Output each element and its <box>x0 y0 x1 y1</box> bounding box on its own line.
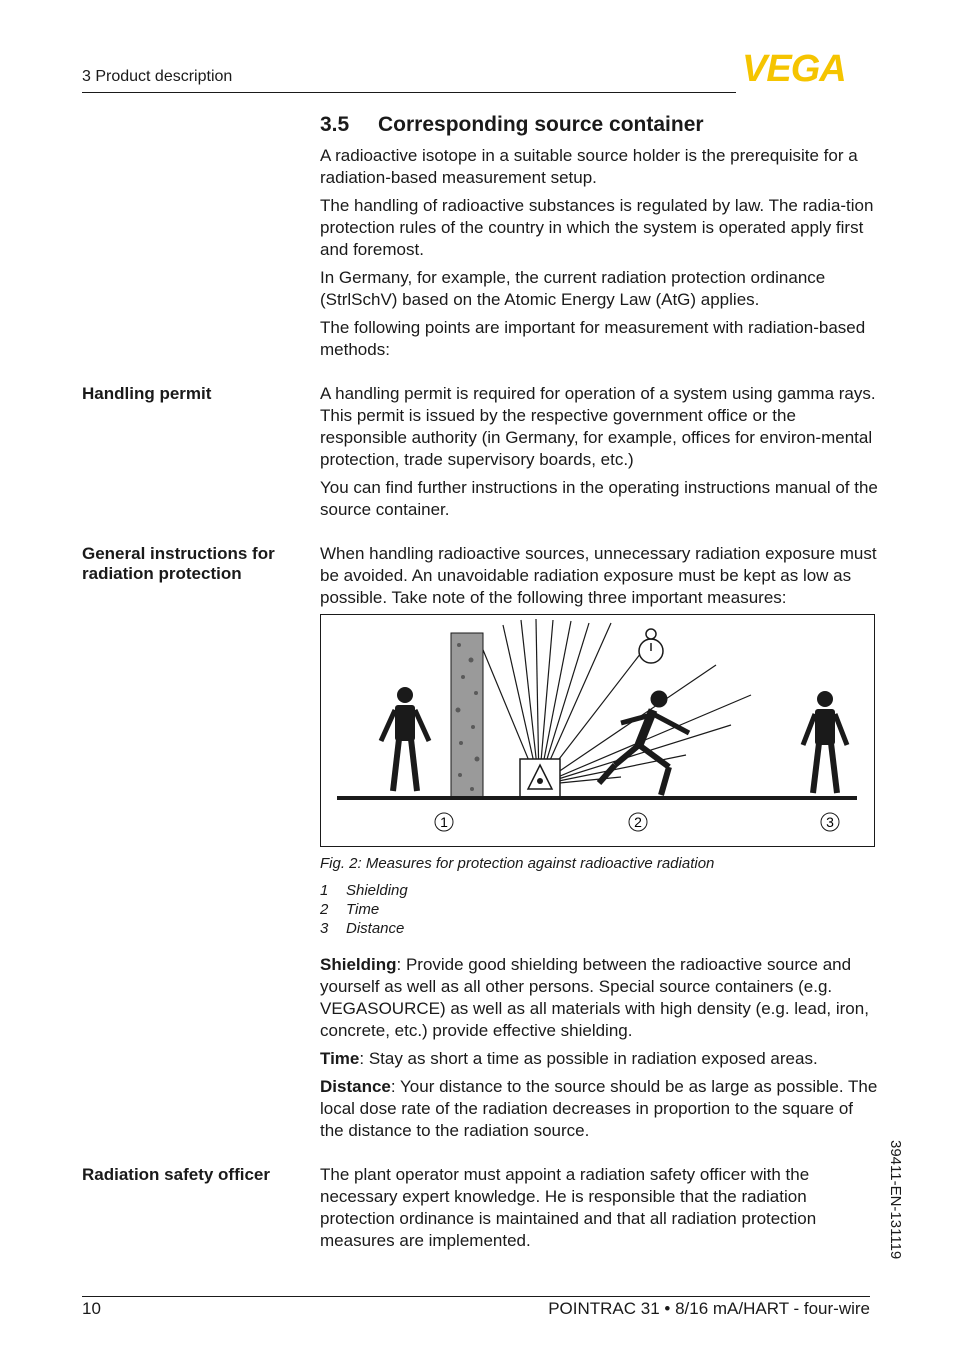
paragraph: A handling permit is required for operation of a system using gamma rays. This permit is issued by the respective government office or the responsible authority (in Germany, for example, offices for environ-mental protection, trade supervisory boards, etc.) <box>320 384 876 469</box>
measures-text <box>320 954 880 1148</box>
footer-divider <box>82 1296 870 1297</box>
footer-product: POINTRAC 31 • 8/16 mA/HART - four-wire <box>548 1299 870 1318</box>
document-id: 39411-EN-131119 <box>887 1140 904 1260</box>
section-heading <box>320 113 704 137</box>
marker-label: 1 <box>440 814 448 830</box>
measure-text: : Stay as short a time as possible in radiation exposed areas. <box>359 1049 818 1068</box>
person-running-icon <box>599 691 689 795</box>
measure-term: Shielding <box>320 955 397 974</box>
measure-distance <box>320 1076 880 1142</box>
intro-text <box>320 145 880 367</box>
measure-time <box>320 1048 880 1070</box>
ground-line <box>337 796 857 800</box>
paragraph: The plant operator must appoint a radiation safety officer with the necessary expert knowledge. He is responsible that the radiation protection ordinance is maintained and that all radiation protection measures are implemented. <box>320 1165 817 1250</box>
side-heading-safety-officer: Radiation safety officer <box>82 1165 270 1184</box>
paragraph: You can find further instructions in the operating instructions manual of the source container. <box>320 478 878 519</box>
measure-term: Time <box>320 1049 360 1068</box>
general-instructions-text <box>320 543 880 615</box>
person-distance-icon <box>803 691 847 793</box>
paragraph: When handling radioactive sources, unnecessary radiation exposure must be avoided. An unavoidable radiation exposure must be kept as low as possible. Take note of the following three important measures: <box>320 544 877 607</box>
legend-number: 1 <box>320 882 329 899</box>
paragraph: The following points are important for measurement with radiation-based methods: <box>320 318 866 359</box>
person-shielding-icon <box>381 687 429 791</box>
figure-illustration <box>321 615 874 846</box>
paragraph: A radioactive isotope in a suitable source holder is the prerequisite for a radiation-based measurement setup. <box>320 146 858 187</box>
legend-text: Shielding <box>346 882 408 899</box>
section-title: Corresponding source container <box>378 113 704 136</box>
header-section-label: 3 Product description <box>82 68 233 85</box>
paragraph: In Germany, for example, the current radiation protection ordinance (StrlSchV) based on the Atomic Energy Law (AtG) applies. <box>320 268 826 309</box>
legend-number: 2 <box>320 901 329 918</box>
legend-item <box>320 900 408 919</box>
shielding-wall <box>451 633 483 799</box>
legend-item <box>320 919 408 938</box>
side-heading-general-instructions: General instructions for radiation protection <box>82 544 275 583</box>
marker-label: 2 <box>634 814 642 830</box>
marker-label: 3 <box>826 814 834 830</box>
measure-text: : Provide good shielding between the radioactive source and yourself as well as all other persons. Special source containers (e.g. VEGASOURCE) as well as all materials with high density (e.g. lead, iron, concrete, etc.) provide effective shielding. <box>320 955 869 1040</box>
figure-marker-2 <box>629 813 647 831</box>
measure-shielding <box>320 954 880 1042</box>
safety-officer-text <box>320 1164 880 1258</box>
legend-text: Time <box>346 901 380 918</box>
legend-text: Distance <box>346 920 405 937</box>
section-number: 3.5 <box>320 113 350 136</box>
figure-marker-3 <box>821 813 839 831</box>
page-number: 10 <box>82 1299 101 1318</box>
vega-logo-text: VEGA <box>742 52 846 84</box>
figure-legend <box>320 881 408 938</box>
vega-logo <box>742 52 872 89</box>
header-divider <box>82 92 736 93</box>
legend-item <box>320 881 408 900</box>
side-heading-handling-permit: Handling permit <box>82 384 212 403</box>
measure-term: Distance <box>320 1077 391 1096</box>
legend-number: 3 <box>320 920 329 937</box>
trefoil-center <box>537 778 543 784</box>
paragraph: The handling of radioactive substances is regulated by law. The radia-tion protection rules of the country in which the system is operated apply first and foremost. <box>320 196 874 259</box>
radiation-protection-figure <box>320 614 875 847</box>
handling-permit-text <box>320 383 880 527</box>
figure-marker-1 <box>435 813 453 831</box>
figure-caption: Fig. 2: Measures for protection against radioactive radiation <box>320 855 715 872</box>
stopwatch-icon <box>639 629 663 663</box>
measure-text: : Your distance to the source should be as large as possible. The local dose rate of the radiation decreases in proportion to the square of the distance to the radiation source. <box>320 1077 878 1140</box>
